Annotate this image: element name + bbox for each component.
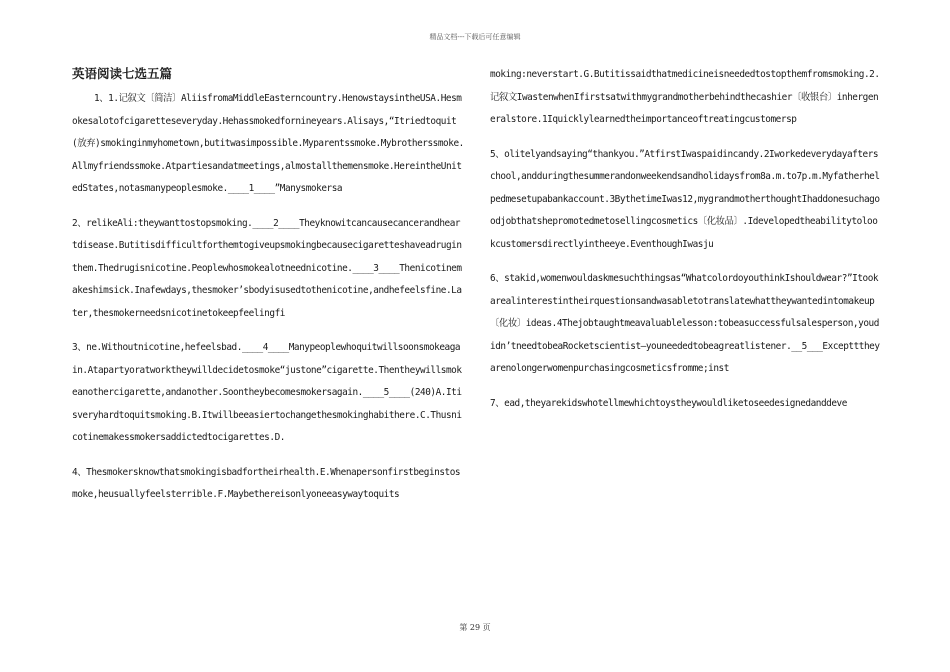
left-column [72,62,464,519]
page-number: 第 29 页 [459,623,491,632]
paragraph-right-4: 7、ead,theyarekidswhotellmewhichtoystheywouldliketoseedesignedanddeve [490,397,847,409]
paragraph-right-2: 5、olitelyandsaying“thankyou.”AtfirstIwaspaidincandy.2Iworkedeverydayafterschool,andduringthesummerandonweekendsandholidaysfrom8a.m.to7p.m.Myfatherhelpedmesetupabankaccount.3BythetimeIwas12,mygrandmotherthoughtIhaddonesuchagoodjobthatshepromotedmetosellingcosmetics〔化妆品〕.Idevelopedtheabilitytolookcustomersdirectlyintheeye.EventhoughIwasju [490,148,880,250]
document-title: 英语阅读七选五篇 [72,66,173,81]
paragraph-left-3: 3、ne.Withoutnicotine,hefeelsbad.____4____Manypeoplewhoquitwillsoonsmokeagain.Atapartyoratworktheywilldecidetosmoke“justone”cigarette.Thentheywillsmokeanothercigarette,andanother.Soontheybecomesmokersagain.____5____(240)A.Itisveryhardtoquitsmoking.B.Itwillbeeasiertochangethesmokinghabithere.C.Thusnicotinemakessmokersaddictedtocigarettes.D. [72,342,462,443]
paragraph-right-1: moking:neverstart.G.Butitissaidthatmedicineisneededtostopthemfromsmoking.2.记叙文IwastenwhenIfirstsatwithmygrandmotherbehindthecashier〔收银台〕inhergeneralstore.1Iquicklylearnedtheimportanceoftreatingcustomersp [490,69,880,125]
page-header: 精品文档---下载后可任意编辑 [429,33,521,41]
right-column [490,64,882,427]
paragraph-left-1-text: 1、1.记叙文〔简洁〕AliisfromaMiddleEasterncountry.HenowstaysintheUSA.Hesmokesalotofcigaretteseveryday.Hehassmokedfornineyears.Alisays,“Itriedtoquit(放弃)smokinginmyhometown,butitwasimpossible.Myparentssmoke.Mybrotherssmoke.Allmyfriendssmoke.Atpartiesandatmeetings,almostallthemensmoke.HereintheUnitedStates,notasmanypeoplesmoke.____1____”Manysmokersa [72,93,464,194]
paragraph-left-2: 2、relikeAli:theywanttostopsmoking.____2____Theyknowitcancausecancerandheartdisease.Butitisdifficultforthemtogiveupsmokingbecausecigaretteshaveadrugin them.Thedrugisnicotine.Peoplewhosmokealotneednicotine.____3____Thenicotinemakeshimsick.Inafewdays,thesmoker’sbodyisusedtothenicotine,andhefeelsfine.Later,thesmokerneedsnicotinetokeepfeelingfi [72,217,462,319]
paragraph-right-3: 6、stakid,womenwouldaskmesuchthingsas“WhatcolordoyouthinkIshouldwear?”Itookarealinterestintheirquestionsandwasabletotranslatewhattheywantedintomakeup〔化妆〕ideas.4Thejobtaughtmeavaluablelesson:tobeasuccessfulsalesperson,youdidn’tneedtobeaRocketscientist—youneededtobeagreatlistener.__5___Exceptttheyarenolongerwomenpurchasingcosmeticsfromme;inst [490,273,880,374]
paragraph-left-4: 4、Thesmokersknowthatsmokingisbadfortheirhealth.E.Whenapersonfirstbeginstosmoke,heusuallyfeelsterrible.F.Maybethereisonlyoneeasywaytoquits [72,466,461,500]
paragraph-left-1 [72,88,464,201]
